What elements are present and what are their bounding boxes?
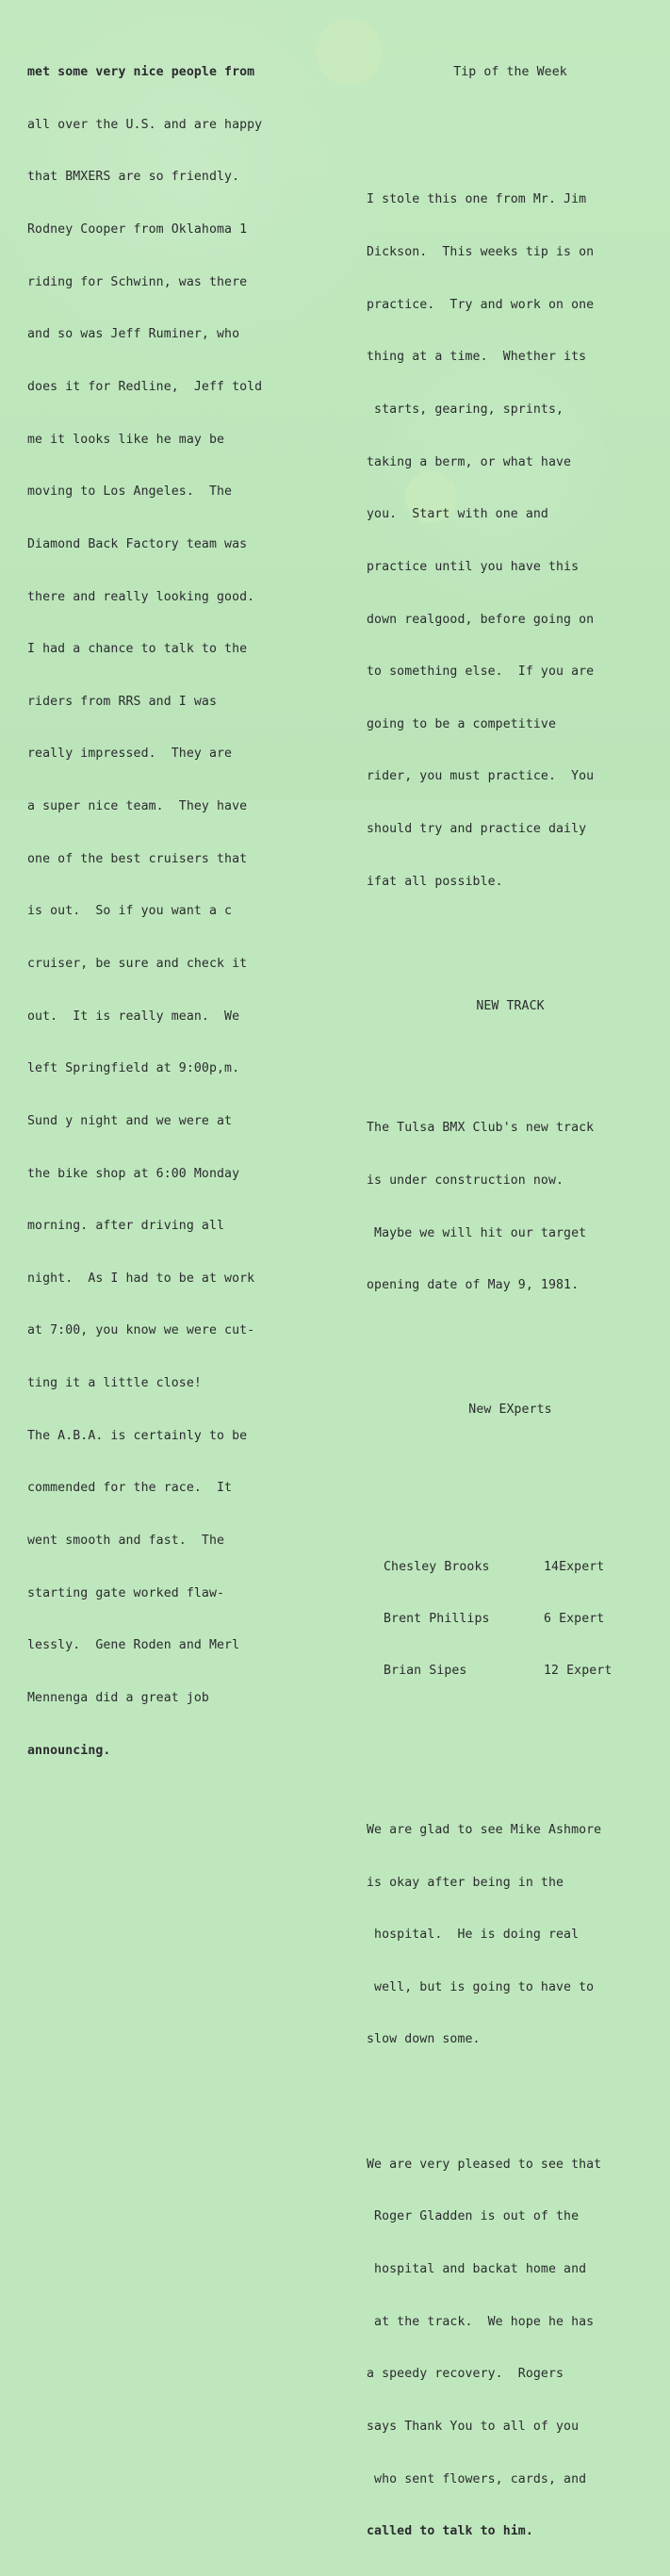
section-title-new-track: NEW TRACK <box>476 998 545 1013</box>
text-line: Mennenga did a great job <box>27 1690 209 1705</box>
text-line: taking a berm, or what have <box>367 454 572 469</box>
text-line: morning. after driving all <box>27 1219 225 1234</box>
text-line: should try and practice daily <box>367 822 587 837</box>
text-line: announcing. <box>27 1743 111 1758</box>
experts-list <box>384 1524 654 1715</box>
section-title-new-experts: New EXperts <box>468 1403 552 1418</box>
expert-row <box>384 1663 654 1680</box>
text-line: ifat all possible. <box>367 874 503 889</box>
text-line: I had a chance to talk to the <box>27 642 248 657</box>
text-line: ting it a little close! <box>27 1376 202 1391</box>
text-line: We are very pleased to see that <box>367 2157 602 2172</box>
text-line: riders from RRS and I was <box>27 694 217 709</box>
text-line: The A.B.A. is certainly to be <box>27 1428 248 1443</box>
text-line: night. As I had to be at work <box>27 1271 255 1286</box>
text-line: slow down some. <box>367 2032 481 2047</box>
text-line: hospital. He is doing real <box>367 1928 580 1943</box>
text-line: and so was Jeff Ruminer, who <box>27 327 240 342</box>
text-line: me it looks like he may be <box>27 432 225 447</box>
text-line: called to talk to him. <box>367 2524 533 2539</box>
text-line: rider, you must practice. You <box>367 769 595 784</box>
spacer <box>367 117 654 139</box>
text-line: one of the best cruisers that <box>27 851 248 866</box>
text-line: is under construction now. <box>367 1173 564 1188</box>
text-line: at 7:00, you know we were cut- <box>27 1323 255 1338</box>
text-line: met some very nice people from <box>27 65 255 80</box>
text-line: all over the U.S. and are happy <box>27 117 263 132</box>
text-line: out. It is really mean. We <box>27 1009 240 1024</box>
text-line: thing at a time. Whether its <box>367 350 587 365</box>
text-line: went smooth and fast. The <box>27 1534 225 1549</box>
text-line: to something else. If you are <box>367 665 595 680</box>
expert-row <box>384 1611 654 1628</box>
text-line: you. Start with one and <box>367 507 548 522</box>
text-line: really impressed. They are <box>27 747 233 762</box>
text-line: left Springfield at 9:00p,m. <box>27 1061 240 1076</box>
text-line: opening date of May 9, 1981. <box>367 1278 580 1293</box>
spacer <box>367 1051 654 1068</box>
expert-level: 6 Expert <box>544 1611 605 1626</box>
text-line: who sent flowers, cards, and <box>367 2471 587 2486</box>
text-line: well, but is going to have to <box>367 1979 595 1994</box>
text-line: The Tulsa BMX Club's new track <box>367 1121 595 1136</box>
text-line: does it for Redline, Jeff told <box>27 379 263 394</box>
text-line: riding for Schwinn, was there <box>27 274 248 289</box>
text-line: cruiser, be sure and check it <box>27 956 248 971</box>
text-line: says Thank You to all of you <box>367 2419 580 2434</box>
spacer <box>367 1767 654 1787</box>
text-line: is okay after being in the <box>367 1875 564 1890</box>
text-line: commended for the race. It <box>27 1481 233 1496</box>
text-line: starting gate worked flaw- <box>27 1585 225 1600</box>
text-line: Roger Gladden is out of the <box>367 2209 580 2224</box>
text-line: practice. Try and work on one <box>367 297 595 312</box>
text-line: hospital and backat home and <box>367 2261 587 2276</box>
expert-level: 12 Expert <box>544 1664 613 1679</box>
section-title-tip: Tip of the Week <box>453 65 567 80</box>
text-line: down realgood, before going on <box>367 612 595 627</box>
spacer <box>367 1347 654 1367</box>
text-line: Rodney Cooper from Oklahoma 1 <box>27 222 248 238</box>
text-line: there and really looking good. <box>27 589 255 604</box>
expert-name: Brian Sipes <box>384 1664 467 1679</box>
text-line: I stole this one from Mr. Jim <box>367 192 587 207</box>
text-line: the bike shop at 6:00 Monday <box>27 1166 240 1181</box>
expert-name: Brent Phillips <box>384 1611 490 1626</box>
text-line: moving to Los Angeles. The <box>27 484 233 500</box>
text-line: is out. So if you want a c <box>27 904 233 919</box>
expert-row <box>384 1559 654 1576</box>
text-line: Diamond Back Factory team was <box>27 536 248 551</box>
text-line: a speedy recovery. Rogers <box>367 2367 564 2382</box>
expert-name: Chesley Brooks <box>384 1559 490 1574</box>
text-line: practice until you have this <box>367 559 580 574</box>
left-column <box>27 29 329 1795</box>
text-line: that BMXERS are so friendly. <box>27 170 240 185</box>
text-line: Sund y night and we were at <box>27 1113 233 1128</box>
spacer <box>367 1454 654 1471</box>
text-line: going to be a competitive <box>367 716 556 731</box>
text-line: lessly. Gene Roden and Merl <box>27 1638 240 1653</box>
text-line: a super nice team. They have <box>27 799 248 814</box>
right-column <box>367 29 654 2576</box>
spacer <box>367 943 654 963</box>
text-line: We are glad to see Mike Ashmore <box>367 1822 602 1837</box>
text-line: starts, gearing, sprints, <box>367 402 564 417</box>
text-line: at the track. We hope he has <box>367 2314 595 2329</box>
expert-level: 14Expert <box>544 1559 605 1574</box>
text-line: Dickson. This weeks tip is on <box>367 245 595 260</box>
spacer <box>367 2102 654 2122</box>
text-line: Maybe we will hit our target <box>367 1225 587 1240</box>
